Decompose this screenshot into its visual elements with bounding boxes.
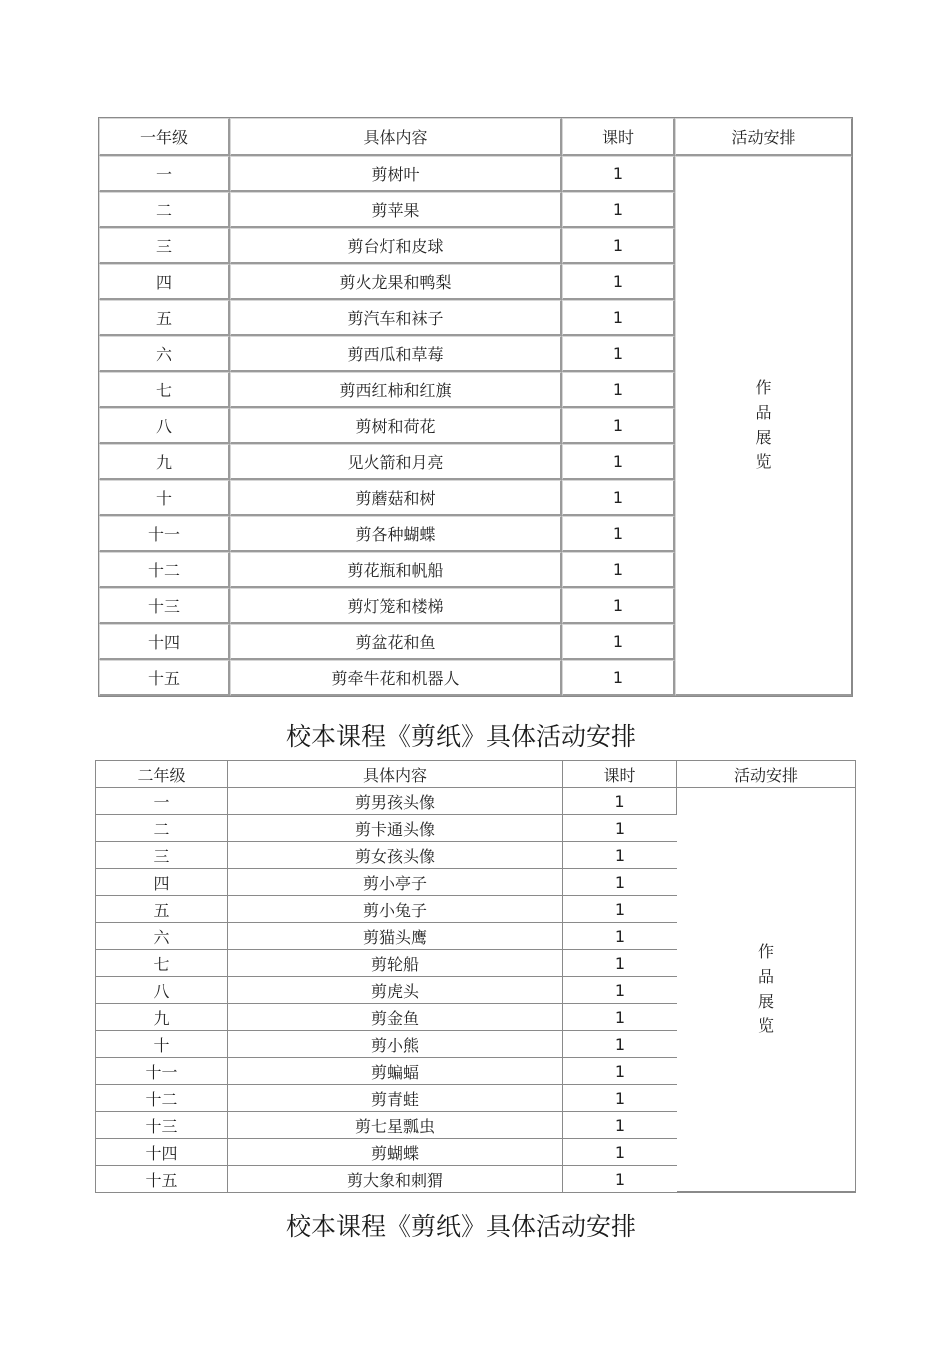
- content-cell: 剪台灯和皮球: [230, 228, 562, 264]
- activity-char: 作: [757, 941, 774, 961]
- hours-cell: 1: [562, 516, 675, 552]
- grade-cell: 十二: [96, 1085, 228, 1112]
- table-header-row: [99, 118, 852, 156]
- content-cell: 剪盆花和鱼: [230, 624, 562, 660]
- content-cell: 剪树叶: [230, 156, 562, 192]
- grade-cell: 八: [99, 408, 230, 444]
- hours-cell: 1: [563, 788, 677, 815]
- activity-vertical-text: [677, 940, 855, 1039]
- header-content: 具体内容: [228, 761, 563, 788]
- content-cell: 剪七星瓢虫: [228, 1112, 563, 1139]
- hours-cell: 1: [562, 444, 675, 480]
- content-cell: 剪蘑菇和树: [230, 480, 562, 516]
- content-cell: 剪汽车和袜子: [230, 300, 562, 336]
- activity-vertical-text: [676, 376, 851, 475]
- hours-cell: 1: [562, 588, 675, 624]
- content-cell: 剪各种蝴蝶: [230, 516, 562, 552]
- activity-char: 览: [757, 1016, 774, 1036]
- hours-cell: 1: [562, 372, 675, 408]
- hours-cell: 1: [562, 480, 675, 516]
- table-caption: 校本课程《剪纸》具体活动安排: [285, 722, 636, 751]
- hours-cell: 1: [563, 1031, 677, 1058]
- hours-cell: 1: [562, 156, 675, 192]
- grade-cell: 六: [99, 336, 230, 372]
- grade-cell: 十二: [99, 552, 230, 588]
- table-row: [99, 156, 852, 192]
- content-cell: 剪轮船: [228, 950, 563, 977]
- grade1-schedule-table: [98, 117, 853, 697]
- grade-cell: 六: [96, 923, 228, 950]
- grade-cell: 十: [99, 480, 230, 516]
- activity-char: 览: [755, 452, 772, 472]
- table-row: [96, 788, 855, 815]
- content-cell: 剪金鱼: [228, 1004, 563, 1031]
- activity-char: 品: [755, 402, 772, 422]
- hours-cell: 1: [563, 1085, 677, 1112]
- hours-cell: 1: [562, 408, 675, 444]
- hours-cell: 1: [563, 869, 677, 896]
- hours-cell: 1: [562, 228, 675, 264]
- grade-cell: 十: [96, 1031, 228, 1058]
- hours-cell: 1: [563, 896, 677, 923]
- hours-cell: 1: [562, 336, 675, 372]
- grade-cell: 二: [99, 192, 230, 228]
- activity-char: 品: [757, 966, 774, 986]
- hours-cell: 1: [562, 264, 675, 300]
- grade-cell: 五: [99, 300, 230, 336]
- grade-cell: 十五: [96, 1166, 228, 1192]
- content-cell: 剪卡通头像: [228, 815, 563, 842]
- grade-cell: 四: [96, 869, 228, 896]
- header-activity: 活动安排: [677, 761, 855, 788]
- content-cell: 剪猫头鹰: [228, 923, 563, 950]
- content-cell: 剪蝙蝠: [228, 1058, 563, 1085]
- grade-cell: 一: [96, 788, 228, 815]
- header-hours: 课时: [562, 118, 675, 156]
- grade-cell: 三: [99, 228, 230, 264]
- grade2-schedule-table: [95, 760, 856, 1193]
- content-cell: 剪大象和刺猬: [228, 1166, 563, 1192]
- content-cell: 剪火龙果和鸭梨: [230, 264, 562, 300]
- content-cell: 剪灯笼和楼梯: [230, 588, 562, 624]
- hours-cell: 1: [563, 842, 677, 869]
- grade-cell: 五: [96, 896, 228, 923]
- activity-char: 展: [755, 427, 772, 447]
- header-grade: 二年级: [96, 761, 228, 788]
- hours-cell: 1: [563, 815, 677, 842]
- hours-cell: 1: [562, 660, 675, 696]
- hours-cell: 1: [614, 1169, 626, 1189]
- header-activity: 活动安排: [675, 118, 852, 156]
- content-cell: 剪西瓜和草莓: [230, 336, 562, 372]
- activity-char: 展: [757, 991, 774, 1011]
- table-header-row: [96, 761, 855, 788]
- hours-cell: 1: [563, 950, 677, 977]
- grade-cell: 四: [99, 264, 230, 300]
- header-grade: 一年级: [99, 118, 230, 156]
- hours-cell: 1: [563, 1058, 677, 1085]
- content-cell: 剪虎头: [228, 977, 563, 1004]
- table-caption: 校本课程《剪纸》具体活动安排: [285, 1212, 636, 1241]
- content-cell: 剪青蛙: [228, 1085, 563, 1112]
- grade-cell: 十一: [96, 1058, 228, 1085]
- hours-cell: 1: [563, 1112, 677, 1139]
- hours-cell: 1: [563, 977, 677, 1004]
- content-cell: 剪蝴蝶: [228, 1139, 563, 1166]
- content-cell: 剪树和荷花: [230, 408, 562, 444]
- grade-cell: 十一: [99, 516, 230, 552]
- activity-cell: [675, 156, 852, 696]
- grade-cell: 十五: [99, 660, 230, 696]
- hours-cell: 1: [562, 624, 675, 660]
- grade-cell: 十三: [99, 588, 230, 624]
- hours-cell: 1: [563, 1004, 677, 1031]
- content-cell: 剪小亭子: [228, 869, 563, 896]
- content-cell: 剪苹果: [230, 192, 562, 228]
- content-cell: 剪女孩头像: [228, 842, 563, 869]
- content-cell: 见火箭和月亮: [230, 444, 562, 480]
- header-hours: 课时: [563, 761, 677, 788]
- hours-cell: 1: [562, 552, 675, 588]
- activity-cell: [677, 788, 855, 1192]
- grade-cell: 七: [96, 950, 228, 977]
- hours-cell: 1: [562, 192, 675, 228]
- grade-cell: 十四: [99, 624, 230, 660]
- content-cell: 剪花瓶和帆船: [230, 552, 562, 588]
- grade-cell: 九: [99, 444, 230, 480]
- grade-cell: 一: [99, 156, 230, 192]
- grade-cell: 二: [96, 815, 228, 842]
- content-cell: 剪小熊: [228, 1031, 563, 1058]
- grade-cell: 九: [96, 1004, 228, 1031]
- grade-cell: 十四: [96, 1139, 228, 1166]
- hours-cell: 1: [563, 1139, 677, 1166]
- header-content: 具体内容: [230, 118, 562, 156]
- grade-cell: 三: [96, 842, 228, 869]
- grade-cell: 十三: [96, 1112, 228, 1139]
- activity-char: 作: [755, 377, 772, 397]
- content-cell: 剪牵牛花和机器人: [230, 660, 562, 696]
- content-cell: 剪小兔子: [228, 896, 563, 923]
- content-cell: 剪男孩头像: [228, 788, 563, 815]
- hours-cell: 1: [562, 300, 675, 336]
- hours-cell: 1: [563, 923, 677, 950]
- content-cell: 剪西红柿和红旗: [230, 372, 562, 408]
- grade-cell: 七: [99, 372, 230, 408]
- grade-cell: 八: [96, 977, 228, 1004]
